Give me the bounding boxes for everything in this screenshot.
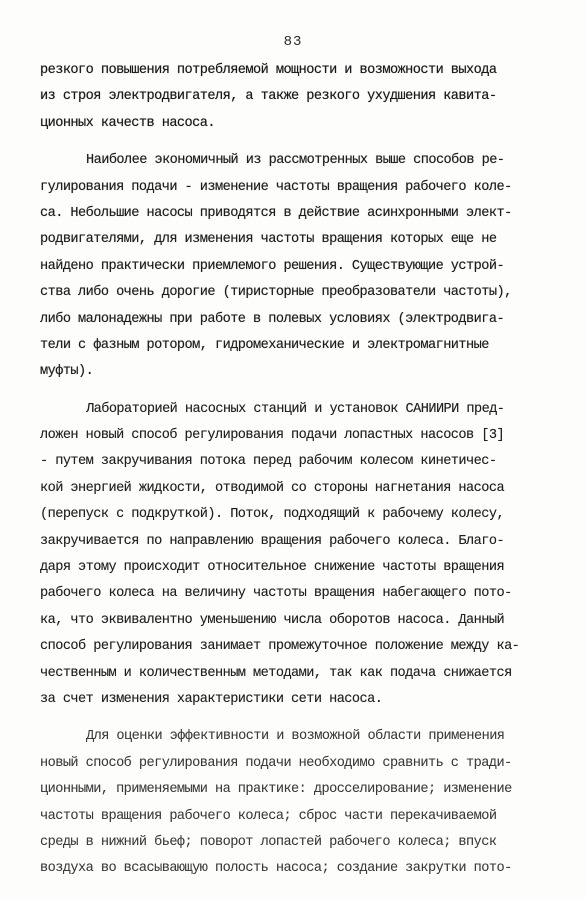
text-line: новый способ регулирования подачи необходимо сравнить с тради- [40,755,512,771]
text-line: - путем закручивания потока перед рабочим колесом кинетичес- [40,454,497,470]
text-line: Лабораторией насосных станций и установок САНИИРИ пред- [86,401,505,417]
text-line: ционными, применяемыми на практике: дросселирование; изменение [40,782,512,798]
text-line: из строя электродвигателя, а также резкого ухудшения кавита- [40,89,497,105]
page-number: 83 [283,34,303,50]
text-line: частоты вращения рабочего колеса; сброс части перекачиваемой [40,808,497,824]
text-line: даря этому происходит относительное снижение частоты вращения [40,560,505,576]
text-line: (перепуск с подкруткой). Поток, подходящий к рабочему колесу, [40,507,505,523]
document-body [40,58,580,894]
text-line: родвигателями, для изменения частоты вращения которых еще не [40,232,497,248]
text-line: чественным и количественным методами, так как подача снижается [40,665,512,681]
text-line: найдено практически приемлемого решения. Существующие устрой- [40,258,505,274]
text-line: закручивается по направлению вращения рабочего колеса. Благо- [40,533,505,549]
text-line: рабочего колеса на величину частоты вращения набегающего пото- [40,586,512,602]
text-line: тели с фазным ротором, гидромеханические и электромагнитные [40,337,489,353]
text-line: гулирования подачи - изменение частоты вращения рабочего коле- [40,179,512,195]
text-line: ства либо очень дорогие (тиристорные преобразователи частоты), [40,285,512,301]
text-line: среды в нижний бьеф; поворот лопастей рабочего колеса; впуск [40,834,497,850]
paragraph [40,397,580,714]
text-line: са. Небольшие насосы приводятся в действие асинхронными элект- [40,205,512,221]
text-line: либо малонадежны при работе в полевых условиях (электродвига- [40,311,505,327]
text-line: Наиболее экономичный из рассмотренных выше способов ре- [86,153,505,169]
text-line: муфты). [40,364,94,380]
paragraph [40,148,580,386]
text-line: воздуха во всасывающую полость насоса; создание закрутки пото- [40,861,512,877]
text-line: резкого повышения потребляемой мощности и возможности выхода [40,63,497,78]
text-line: кой энергией жидкости, отводимой со стороны нагнетания насоса [40,480,505,496]
text-line: за счет изменения характеристики сети насоса. [40,691,383,707]
text-line: Для оценки эффективности и возможной области применения [86,729,505,745]
paragraph [40,724,580,882]
text-line: ка, что эквивалентно уменьшению числа оборотов насоса. Данный [40,612,505,628]
text-line: ложен новый способ регулирования подачи лопастных насосов [3] [40,428,505,444]
text-line: способ регулирования занимает промежуточное положение между ка- [40,639,520,655]
text-line: ционных качеств насоса. [40,115,215,131]
paragraph [40,58,580,137]
